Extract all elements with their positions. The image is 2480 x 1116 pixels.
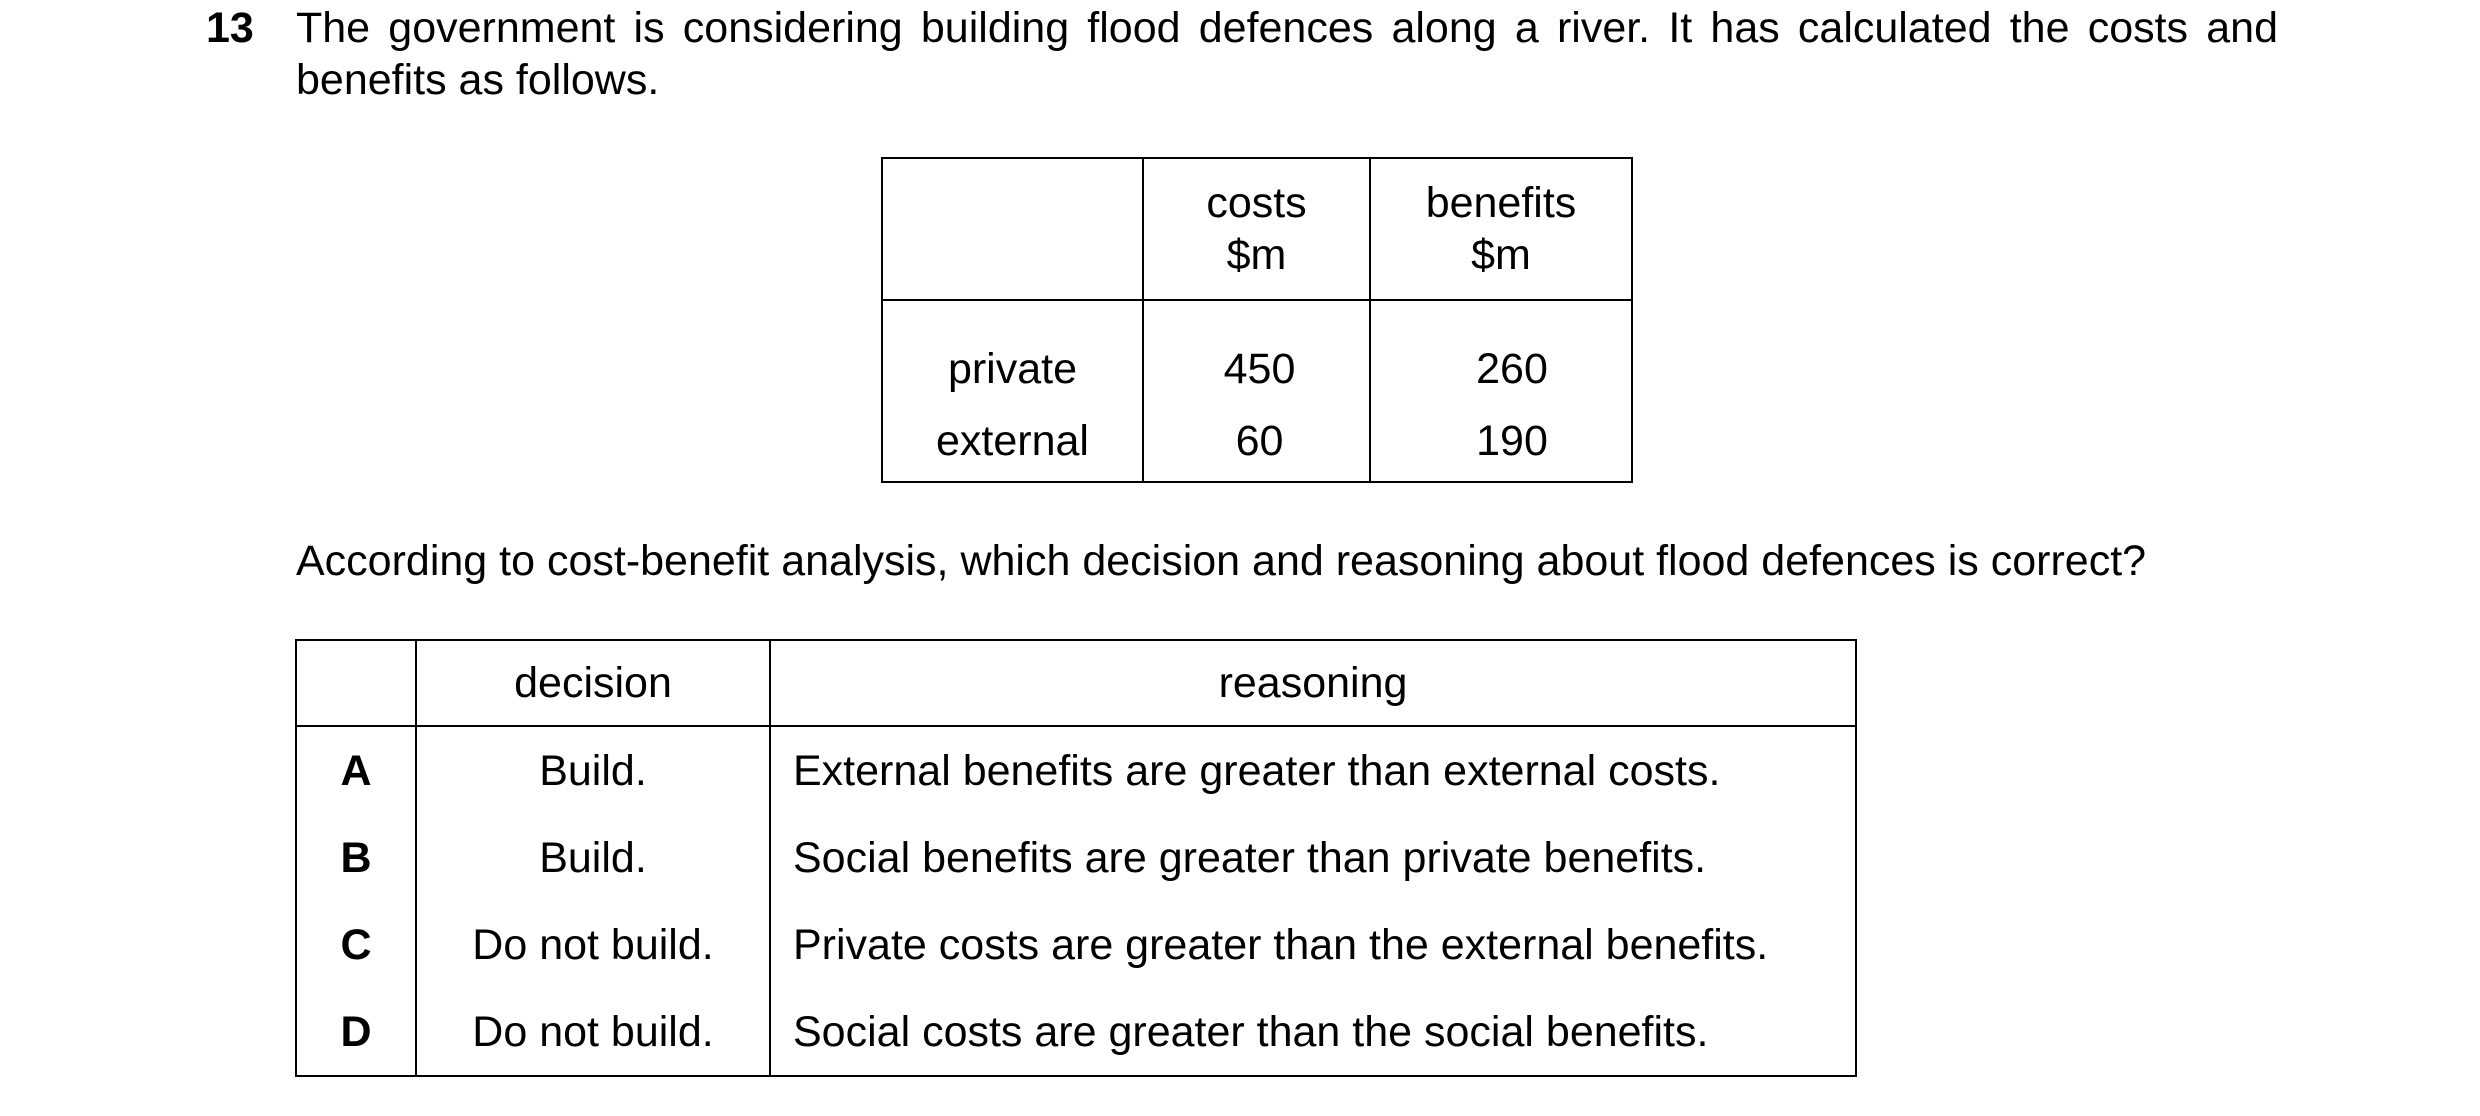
option-letter: D: [296, 988, 416, 1076]
options-header-row: [296, 640, 1856, 726]
header-costs-label: costs: [1206, 179, 1307, 227]
table-row: [882, 401, 1632, 482]
question-stem: The government is considering building flood defences along a river. It has calculated the costs and benefits as follows.: [296, 4, 2278, 104]
options-header-reasoning: reasoning: [770, 640, 1856, 726]
header-benefits: [1370, 158, 1632, 300]
header-costs-unit: $m: [1226, 231, 1287, 279]
header-benefits-label: benefits: [1425, 179, 1577, 227]
table-header-row: [882, 158, 1632, 300]
external-benefits-value: 190: [1370, 401, 1632, 482]
option-letter: B: [296, 814, 416, 901]
row-label-private: private: [882, 300, 1143, 401]
header-blank-cell: [882, 158, 1143, 300]
option-letter: C: [296, 901, 416, 988]
row-label-external: external: [882, 401, 1143, 482]
option-decision: Do not build.: [416, 901, 770, 988]
answer-options-table: [295, 639, 1857, 1077]
private-costs-value: 450: [1143, 300, 1370, 401]
options-header-letter: [296, 640, 416, 726]
header-costs: [1143, 158, 1370, 300]
option-decision: Build.: [416, 726, 770, 814]
costs-benefits-table: [881, 157, 1633, 483]
option-decision: Do not build.: [416, 988, 770, 1076]
option-row-d: [296, 988, 1856, 1076]
table-row: [882, 300, 1632, 401]
private-benefits-value: 260: [1370, 300, 1632, 401]
question-prompt: According to cost-benefit analysis, which decision and reasoning about flood defences is correct?: [296, 537, 2147, 585]
option-row-c: [296, 901, 1856, 988]
option-reasoning: External benefits are greater than external costs.: [770, 726, 1856, 814]
option-reasoning: Social costs are greater than the social benefits.: [770, 988, 1856, 1076]
options-header-decision: decision: [416, 640, 770, 726]
option-decision: Build.: [416, 814, 770, 901]
option-row-b: [296, 814, 1856, 901]
option-row-a: [296, 726, 1856, 814]
header-benefits-unit: $m: [1471, 231, 1531, 279]
option-reasoning: Private costs are greater than the external benefits.: [770, 901, 1856, 988]
external-costs-value: 60: [1143, 401, 1370, 482]
question-number: 13: [206, 4, 254, 52]
option-letter: A: [296, 726, 416, 814]
option-reasoning: Social benefits are greater than private benefits.: [770, 814, 1856, 901]
